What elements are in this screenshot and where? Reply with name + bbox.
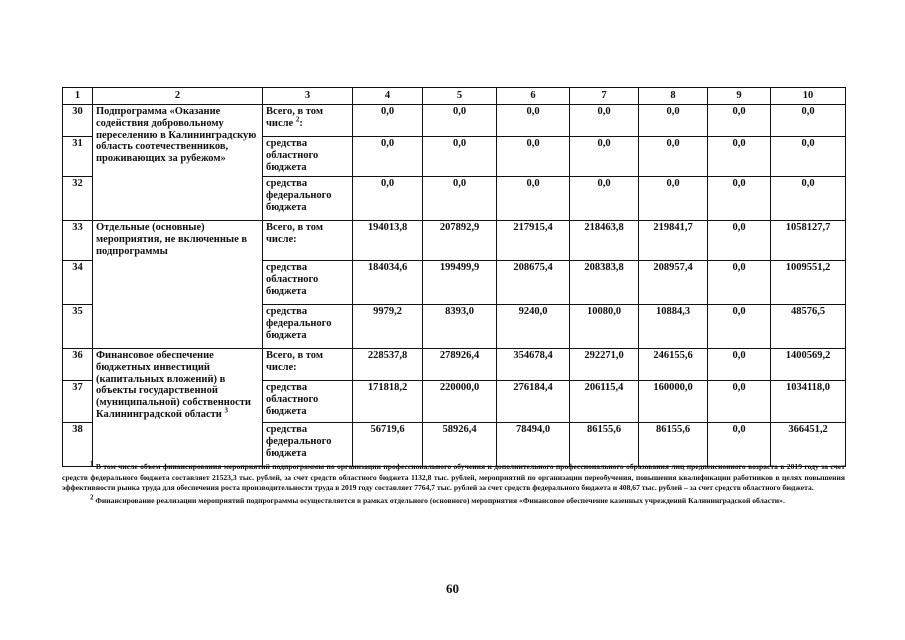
footnotes xyxy=(62,459,845,506)
value-cell-col-4: 56719,6 xyxy=(353,423,423,467)
funding-source xyxy=(263,423,353,467)
row-number: 33 xyxy=(63,221,93,261)
header-cell-10: 10 xyxy=(771,88,846,105)
value-cell-col-9: 0,0 xyxy=(708,381,771,423)
value-cell-col-4: 194013,8 xyxy=(353,221,423,261)
value-cell-col-8: 86155,6 xyxy=(639,423,708,467)
value-cell-col-7: 86155,6 xyxy=(570,423,639,467)
budget-table xyxy=(62,87,846,467)
value-cell-col-4: 0,0 xyxy=(353,137,423,177)
value-cell-col-4: 0,0 xyxy=(353,177,423,221)
value-cell-col-10: 1058127,7 xyxy=(771,221,846,261)
value-cell-col-5: 220000,0 xyxy=(423,381,497,423)
funding-source xyxy=(263,349,353,381)
value-cell-col-10: 1009551,2 xyxy=(771,261,846,305)
funding-source-text: средства федерального бюджета xyxy=(266,178,332,213)
value-cell-col-9: 0,0 xyxy=(708,423,771,467)
value-cell-col-4: 171818,2 xyxy=(353,381,423,423)
value-cell-col-4: 0,0 xyxy=(353,105,423,137)
row-number: 37 xyxy=(63,381,93,423)
header-cell-5: 5 xyxy=(423,88,497,105)
value-cell-col-9: 0,0 xyxy=(708,349,771,381)
header-cell-4: 4 xyxy=(353,88,423,105)
value-cell-col-6: 354678,4 xyxy=(497,349,570,381)
table-row xyxy=(63,221,846,261)
value-cell-col-8: 10884,3 xyxy=(639,305,708,349)
funding-source-text: Всего, в том числе: xyxy=(266,222,323,245)
header-cell-3: 3 xyxy=(263,88,353,105)
funding-source xyxy=(263,261,353,305)
value-cell-col-8: 208957,4 xyxy=(639,261,708,305)
footnote-1-mark: 1 xyxy=(90,459,94,468)
header-cell-9: 9 xyxy=(708,88,771,105)
program-name xyxy=(93,349,263,467)
row-number: 34 xyxy=(63,261,93,305)
funding-source-text: средства федерального бюджета xyxy=(266,306,332,341)
value-cell-col-6: 9240,0 xyxy=(497,305,570,349)
program-name xyxy=(93,105,263,221)
funding-source-text: Всего, в том числе: xyxy=(266,350,323,373)
value-cell-col-6: 276184,4 xyxy=(497,381,570,423)
value-cell-col-8: 219841,7 xyxy=(639,221,708,261)
value-cell-col-9: 0,0 xyxy=(708,305,771,349)
row-number: 31 xyxy=(63,137,93,177)
value-cell-col-7: 10080,0 xyxy=(570,305,639,349)
funding-source xyxy=(263,305,353,349)
value-cell-col-9: 0,0 xyxy=(708,261,771,305)
value-cell-col-7: 208383,8 xyxy=(570,261,639,305)
funding-source-text: средства областного бюджета xyxy=(266,138,319,173)
header-row xyxy=(63,88,846,105)
value-cell-col-5: 58926,4 xyxy=(423,423,497,467)
funding-source xyxy=(263,105,353,137)
footnote-1-text: В том числе объем финансирования мероприятий подпрограммы по организации профессионального обучения и дополнительного профессионального образования лиц предпенсионного возраста в 2019 году за счет средств федерального бюджета составляет 21523,3 тыс. рублей, за счет средств областного бюджета 1132,8 тыс. рублей, мероприятий по организации переобучения, повышения квалификации работников в целях повышения эффективности рынка труда для обеспечения роста производительности труда в 2019 году составляет 7764,7 тыс. рублей за счет средств федерального бюджета и 408,67 тыс. рублей – за счет средств областного бюджета. xyxy=(62,462,845,493)
value-cell-col-7: 0,0 xyxy=(570,177,639,221)
value-cell-col-10: 1034118,0 xyxy=(771,381,846,423)
value-cell-col-8: 246155,6 xyxy=(639,349,708,381)
program-name-text: Подпрограмма «Оказание содействия добровольному переселению в Калининградскую область соотечественников, проживающих за рубежом» xyxy=(96,106,257,165)
funding-source-text: средства областного бюджета xyxy=(266,262,319,297)
footnote-2-mark: 2 xyxy=(90,493,94,502)
footnote-1 xyxy=(62,459,845,494)
value-cell-col-5: 0,0 xyxy=(423,177,497,221)
funding-source xyxy=(263,137,353,177)
header-cell-2: 2 xyxy=(93,88,263,105)
table-row xyxy=(63,105,846,137)
value-cell-col-8: 160000,0 xyxy=(639,381,708,423)
program-name-text: Финансовое обеспечение бюджетных инвестиций (капитальных вложений) в объекты государственной (муниципальной) собственности Калининградской области xyxy=(96,350,251,420)
funding-source-text: Всего, в том числе xyxy=(266,106,323,129)
funding-source-footnote-mark: 2 xyxy=(295,115,300,124)
value-cell-col-7: 292271,0 xyxy=(570,349,639,381)
value-cell-col-6: 0,0 xyxy=(497,177,570,221)
program-name-footnote-mark: 3 xyxy=(224,406,228,415)
row-number: 30 xyxy=(63,105,93,137)
footnote-2 xyxy=(62,493,845,507)
funding-source-text: средства областного бюджета xyxy=(266,382,319,417)
value-cell-col-5: 0,0 xyxy=(423,105,497,137)
row-number: 35 xyxy=(63,305,93,349)
value-cell-col-10: 0,0 xyxy=(771,105,846,137)
value-cell-col-9: 0,0 xyxy=(708,221,771,261)
value-cell-col-6: 0,0 xyxy=(497,137,570,177)
footnote-2-text: Финансирование реализации мероприятий подпрограммы осуществляется в рамках отдельного (основного) мероприятия «Финансовое обеспечение казенных учреждений Калининградской области». xyxy=(95,495,785,505)
value-cell-col-6: 217915,4 xyxy=(497,221,570,261)
value-cell-col-6: 78494,0 xyxy=(497,423,570,467)
value-cell-col-8: 0,0 xyxy=(639,137,708,177)
row-number: 36 xyxy=(63,349,93,381)
value-cell-col-5: 0,0 xyxy=(423,137,497,177)
header-cell-6: 6 xyxy=(497,88,570,105)
row-number: 38 xyxy=(63,423,93,467)
header-cell-8: 8 xyxy=(639,88,708,105)
program-name-text: Отдельные (основные) мероприятия, не включенные в подпрограммы xyxy=(96,222,248,257)
value-cell-col-4: 228537,8 xyxy=(353,349,423,381)
value-cell-col-9: 0,0 xyxy=(708,105,771,137)
value-cell-col-7: 218463,8 xyxy=(570,221,639,261)
page-number: 60 xyxy=(446,581,459,596)
value-cell-col-10: 0,0 xyxy=(771,177,846,221)
value-cell-col-7: 0,0 xyxy=(570,105,639,137)
value-cell-col-7: 206115,4 xyxy=(570,381,639,423)
value-cell-col-9: 0,0 xyxy=(708,137,771,177)
program-name xyxy=(93,221,263,349)
value-cell-col-10: 0,0 xyxy=(771,137,846,177)
funding-source xyxy=(263,381,353,423)
table-row xyxy=(63,349,846,381)
value-cell-col-10: 366451,2 xyxy=(771,423,846,467)
funding-source-text: средства федерального бюджета xyxy=(266,424,332,459)
row-number: 32 xyxy=(63,177,93,221)
value-cell-col-10: 1400569,2 xyxy=(771,349,846,381)
value-cell-col-5: 199499,9 xyxy=(423,261,497,305)
value-cell-col-9: 0,0 xyxy=(708,177,771,221)
value-cell-col-4: 184034,6 xyxy=(353,261,423,305)
funding-source xyxy=(263,221,353,261)
value-cell-col-8: 0,0 xyxy=(639,105,708,137)
value-cell-col-5: 278926,4 xyxy=(423,349,497,381)
value-cell-col-6: 208675,4 xyxy=(497,261,570,305)
value-cell-col-5: 207892,9 xyxy=(423,221,497,261)
value-cell-col-10: 48576,5 xyxy=(771,305,846,349)
value-cell-col-6: 0,0 xyxy=(497,105,570,137)
value-cell-col-4: 9979,2 xyxy=(353,305,423,349)
header-cell-7: 7 xyxy=(570,88,639,105)
value-cell-col-7: 0,0 xyxy=(570,137,639,177)
value-cell-col-5: 8393,0 xyxy=(423,305,497,349)
header-cell-1: 1 xyxy=(63,88,93,105)
funding-source-tail: : xyxy=(299,117,303,129)
value-cell-col-8: 0,0 xyxy=(639,177,708,221)
funding-source xyxy=(263,177,353,221)
